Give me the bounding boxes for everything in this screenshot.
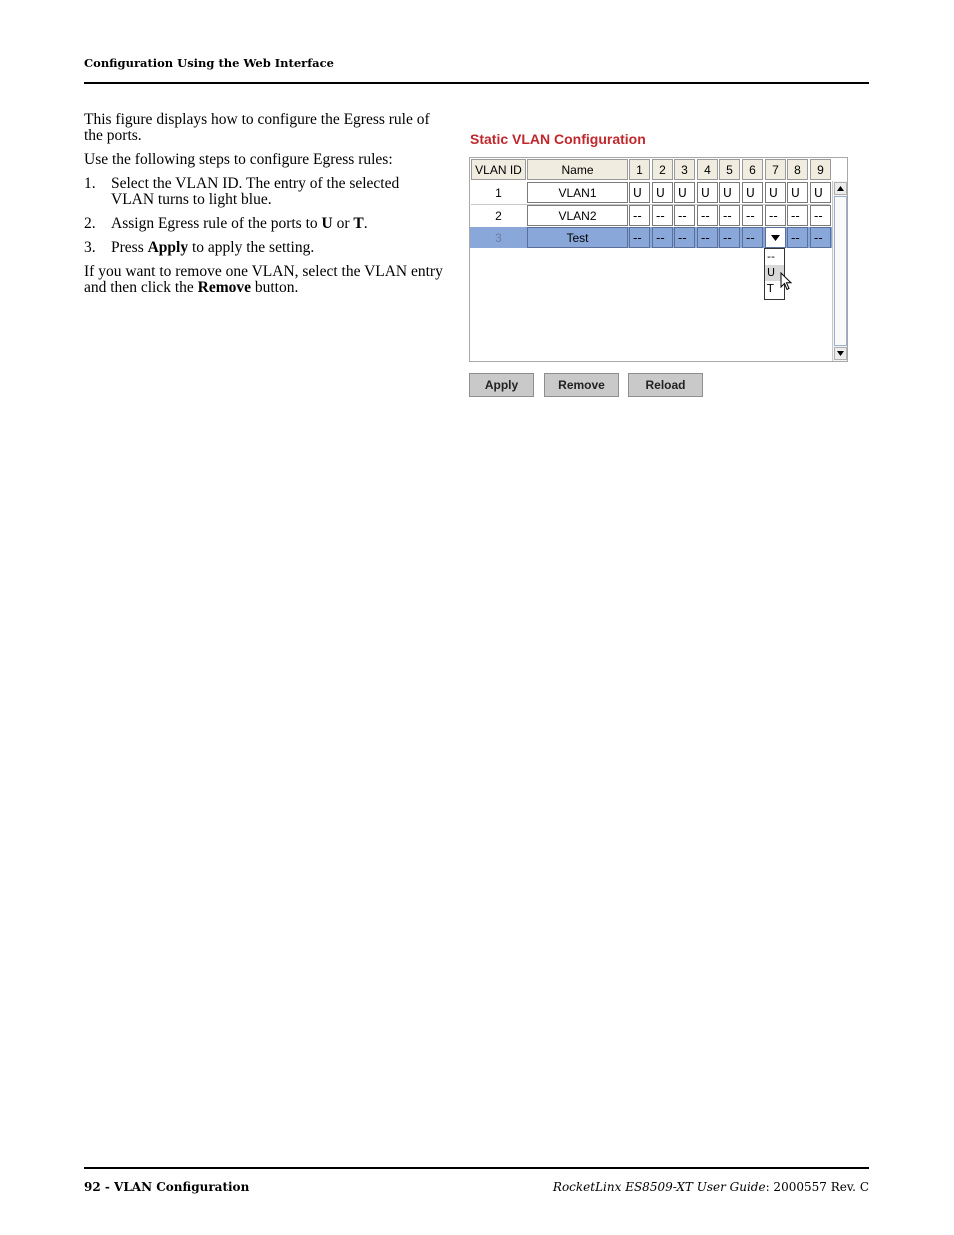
step-text: Assign Egress rule of the ports to U or T. xyxy=(111,215,368,232)
running-header: Configuration Using the Web Interface xyxy=(84,56,334,70)
vlan-name-input[interactable]: VLAN2 xyxy=(527,205,628,226)
step-item xyxy=(84,216,444,232)
port-egress-select[interactable]: -- xyxy=(674,205,695,226)
arrow-down-icon xyxy=(837,351,844,356)
port-egress-select[interactable]: -- xyxy=(719,205,740,226)
column-header-port: 3 xyxy=(674,159,695,180)
port-egress-select[interactable]: U xyxy=(629,182,650,203)
column-header-port: 9 xyxy=(810,159,831,180)
vlan-name-input[interactable]: VLAN1 xyxy=(527,182,628,203)
table-row[interactable] xyxy=(470,205,832,228)
table-row-selected[interactable] xyxy=(470,227,832,248)
port-egress-select[interactable]: -- xyxy=(697,205,718,226)
chevron-down-icon xyxy=(770,234,781,242)
port-egress-select[interactable]: -- xyxy=(810,227,831,248)
step-text: Select the VLAN ID. The entry of the selected VLAN turns to light blue. xyxy=(111,175,400,208)
vlan-table xyxy=(469,157,848,362)
table-scrollbar[interactable] xyxy=(832,181,847,361)
scroll-up-button[interactable] xyxy=(834,182,847,195)
table-header-row xyxy=(470,159,832,182)
option-none[interactable]: -- xyxy=(767,250,775,263)
column-header-port: 5 xyxy=(719,159,740,180)
port-egress-select[interactable]: -- xyxy=(629,227,650,248)
column-header-name: Name xyxy=(527,159,628,180)
step-item xyxy=(84,176,444,208)
column-header-port: 2 xyxy=(652,159,673,180)
footer-page-label: 92 - VLAN Configuration xyxy=(84,1180,250,1194)
footer-rule xyxy=(84,1167,869,1169)
vlan-id-cell: 2 xyxy=(495,208,502,223)
column-header-port: 6 xyxy=(742,159,763,180)
port-egress-select[interactable]: -- xyxy=(719,227,740,248)
column-header-port: 8 xyxy=(787,159,808,180)
step-text: Press Apply to apply the setting. xyxy=(111,239,315,256)
scroll-down-button[interactable] xyxy=(834,347,847,360)
port-egress-select[interactable]: -- xyxy=(674,227,695,248)
table-row[interactable] xyxy=(470,182,832,205)
steps-intro: Use the following steps to configure Egress rules: xyxy=(84,151,393,168)
port-egress-select[interactable]: U xyxy=(765,182,786,203)
remove-note: If you want to remove one VLAN, select the VLAN entry and then click the Remove button. xyxy=(84,263,443,296)
port-egress-select[interactable]: -- xyxy=(629,205,650,226)
port-egress-select[interactable]: -- xyxy=(787,205,808,226)
port-egress-select[interactable]: U xyxy=(652,182,673,203)
port-egress-select[interactable]: U xyxy=(719,182,740,203)
option-untagged[interactable]: U xyxy=(765,265,784,281)
intro-paragraph: This figure displays how to configure the Egress rule of the ports. xyxy=(84,111,430,144)
port-egress-select[interactable]: -- xyxy=(742,205,763,226)
vlan-id-cell: 3 xyxy=(495,230,502,245)
column-header-port: 4 xyxy=(697,159,718,180)
step-number: 3. xyxy=(84,239,96,256)
column-header-vlan-id: VLAN ID xyxy=(471,159,526,180)
steps-list xyxy=(84,176,444,256)
scroll-thumb[interactable] xyxy=(834,196,847,346)
port-egress-select[interactable]: U xyxy=(674,182,695,203)
body-text xyxy=(84,112,444,304)
step-number: 1. xyxy=(84,175,96,192)
column-header-port: 1 xyxy=(629,159,650,180)
option-tagged[interactable]: T xyxy=(767,282,774,295)
port-egress-select[interactable]: U xyxy=(810,182,831,203)
figure-title: Static VLAN Configuration xyxy=(470,131,646,147)
port-egress-dropdown[interactable] xyxy=(765,227,786,248)
apply-button[interactable]: Apply xyxy=(469,373,534,397)
vlan-name-input[interactable]: Test xyxy=(527,227,628,248)
step-item xyxy=(84,240,444,256)
port-egress-select[interactable]: -- xyxy=(810,205,831,226)
step-number: 2. xyxy=(84,215,96,232)
port-egress-select[interactable]: U xyxy=(787,182,808,203)
mouse-cursor-icon xyxy=(780,272,793,292)
port-egress-select[interactable]: -- xyxy=(697,227,718,248)
port-egress-select[interactable]: U xyxy=(742,182,763,203)
column-header-port: 7 xyxy=(765,159,786,180)
port-egress-select[interactable]: -- xyxy=(652,227,673,248)
remove-button[interactable]: Remove xyxy=(544,373,619,397)
reload-button[interactable]: Reload xyxy=(628,373,703,397)
footer-document-id: RocketLinx ES8509-XT User Guide: 2000557 Rev. C xyxy=(552,1180,869,1194)
port-egress-select[interactable]: -- xyxy=(787,227,808,248)
arrow-up-icon xyxy=(837,186,844,191)
port-egress-select[interactable]: -- xyxy=(652,205,673,226)
port-egress-select[interactable]: -- xyxy=(765,205,786,226)
port-egress-select[interactable]: -- xyxy=(742,227,763,248)
port-egress-select[interactable]: U xyxy=(697,182,718,203)
vlan-id-cell: 1 xyxy=(495,185,502,200)
header-rule xyxy=(84,82,869,84)
